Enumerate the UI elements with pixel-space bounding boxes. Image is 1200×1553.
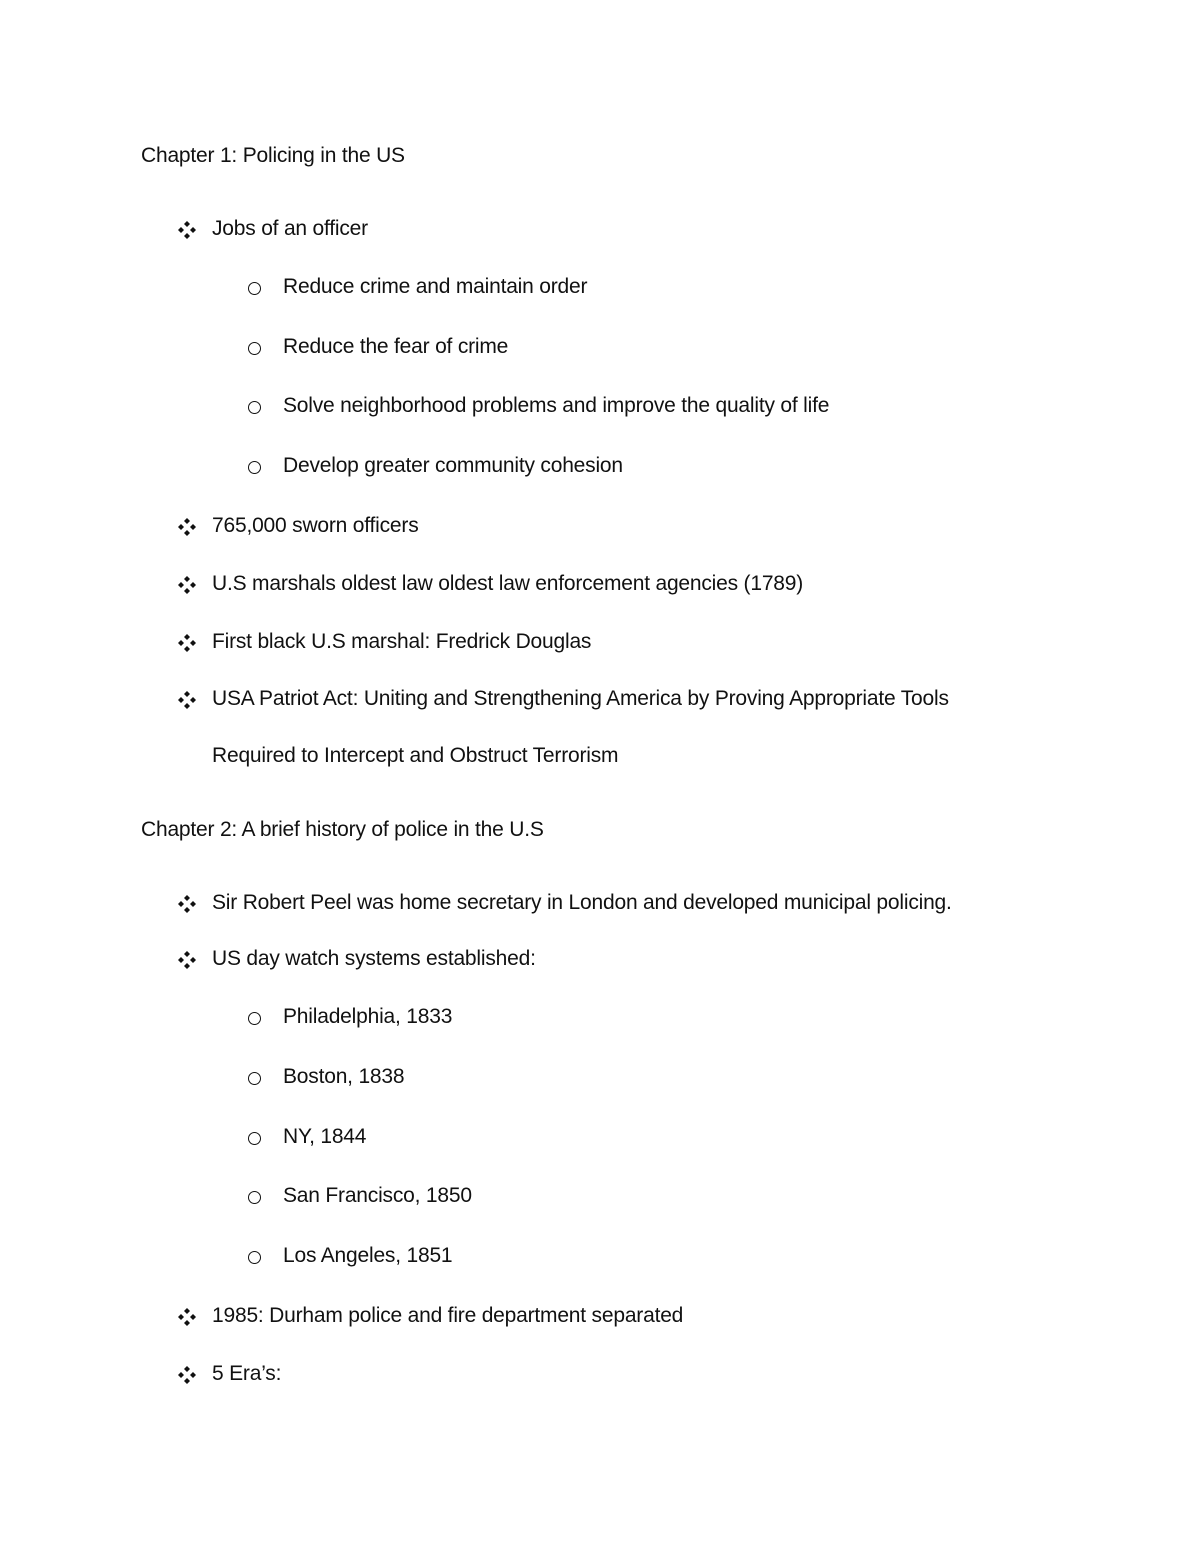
sub-list-item: NY, 1844 xyxy=(283,1125,367,1148)
list-item: 1985: Durham police and fire department separated xyxy=(212,1304,684,1327)
circle-bullet-icon xyxy=(248,1251,261,1264)
sub-list-item: Reduce the fear of crime xyxy=(283,335,509,358)
diamond-bullet-icon xyxy=(178,518,196,536)
diamond-bullet-icon xyxy=(178,895,196,913)
diamond-bullet-icon xyxy=(178,951,196,969)
diamond-bullet-icon xyxy=(178,1366,196,1384)
list-item: Sir Robert Peel was home secretary in London and developed municipal policing. xyxy=(212,891,952,914)
sub-list-item: San Francisco, 1850 xyxy=(283,1184,472,1207)
circle-bullet-icon xyxy=(248,1072,261,1085)
list-item: U.S marshals oldest law oldest law enforcement agencies (1789) xyxy=(212,572,804,595)
diamond-bullet-icon xyxy=(178,221,196,239)
sub-list-item: Solve neighborhood problems and improve the quality of life xyxy=(283,394,830,417)
diamond-bullet-icon xyxy=(178,691,196,709)
list-item: US day watch systems established: xyxy=(212,947,536,970)
circle-bullet-icon xyxy=(248,1191,261,1204)
list-item: Jobs of an officer xyxy=(212,217,368,240)
sub-list-item: Reduce crime and maintain order xyxy=(283,275,588,298)
chapter-1-title: Chapter 1: Policing in the US xyxy=(141,144,405,167)
circle-bullet-icon xyxy=(248,342,261,355)
diamond-bullet-icon xyxy=(178,634,196,652)
circle-bullet-icon xyxy=(248,461,261,474)
circle-bullet-icon xyxy=(248,282,261,295)
sub-list-item: Boston, 1838 xyxy=(283,1065,405,1088)
diamond-bullet-icon xyxy=(178,1308,196,1326)
circle-bullet-icon xyxy=(248,1132,261,1145)
list-item: First black U.S marshal: Fredrick Douglas xyxy=(212,630,592,653)
list-item-continuation: Required to Intercept and Obstruct Terrorism xyxy=(212,744,619,767)
diamond-bullet-icon xyxy=(178,576,196,594)
circle-bullet-icon xyxy=(248,401,261,414)
list-item: 765,000 sworn officers xyxy=(212,514,419,537)
circle-bullet-icon xyxy=(248,1012,261,1025)
list-item: 5 Era’s: xyxy=(212,1362,282,1385)
sub-list-item: Develop greater community cohesion xyxy=(283,454,623,477)
list-item: USA Patriot Act: Uniting and Strengthening America by Proving Appropriate Tools xyxy=(212,687,949,710)
sub-list-item: Philadelphia, 1833 xyxy=(283,1005,453,1028)
chapter-2-title: Chapter 2: A brief history of police in the U.S xyxy=(141,818,544,841)
sub-list-item: Los Angeles, 1851 xyxy=(283,1244,453,1267)
